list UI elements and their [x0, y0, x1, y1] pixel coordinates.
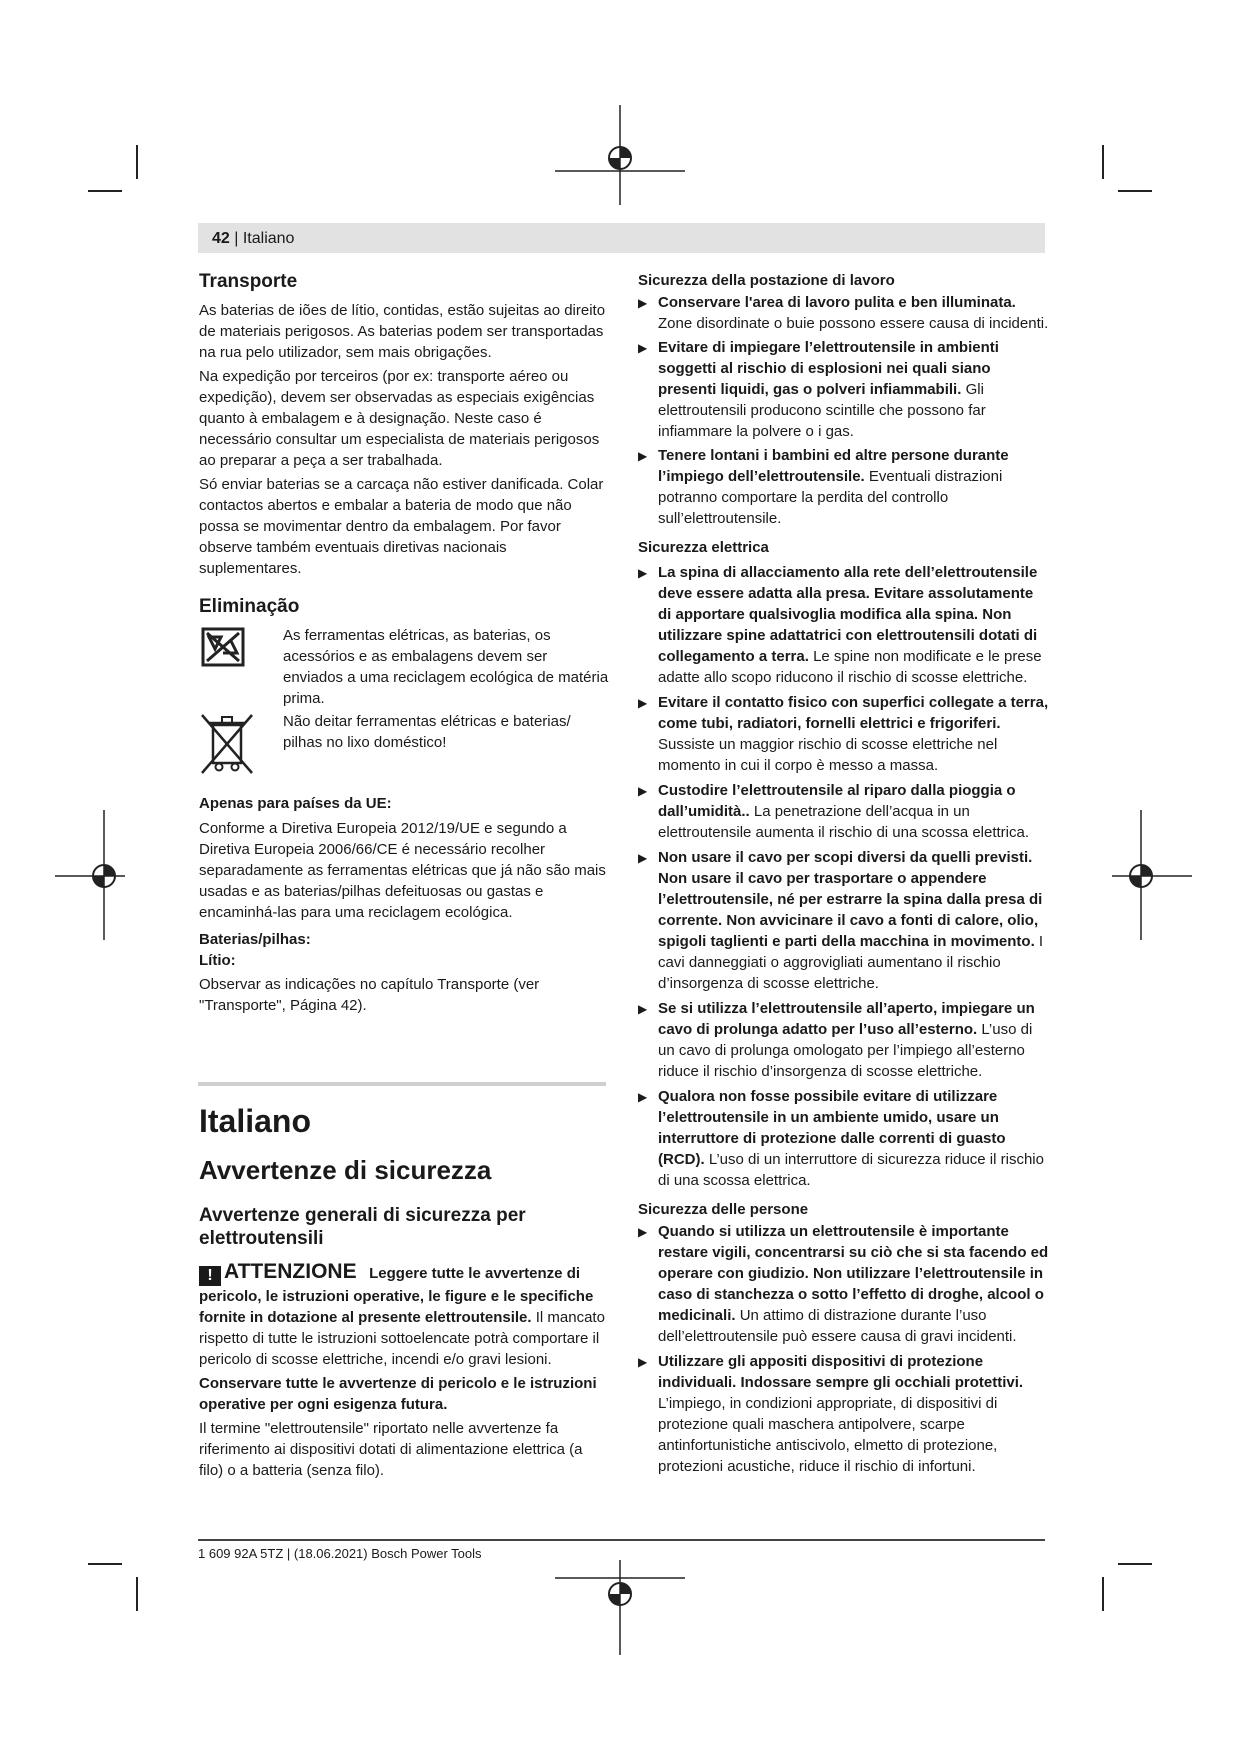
postazione-heading: Sicurezza della postazione di lavoro: [638, 272, 895, 289]
recycle-icon: [201, 627, 245, 667]
italiano-section: [199, 1102, 609, 1481]
registration-mark-top: [555, 105, 685, 205]
list-item: ▶ La spina di allacciamento alla rete dell’elettroutensile deve essere adatta alla presa. Evitare assolutamente di apportare qualsivoglia modifica alla spina. Non utilizzare spine adattatrici con elettroutensili dotati di collegamento a terra. Le spine non modificate e le prese adatte allo scopo riducono il rischio di scosse elettriche.: [638, 562, 1050, 688]
bin-text: Não deitar ferramentas elétricas e baterias/ pilhas no lixo doméstico!: [283, 713, 571, 751]
registration-mark-left: [55, 810, 125, 940]
footer-text: 1 609 92A 5TZ | (18.06.2021) Bosch Power Tools: [198, 1546, 482, 1561]
eliminacao-heading: Eliminação: [199, 596, 300, 617]
warning-triangle-icon: !: [199, 1266, 221, 1286]
registration-mark-bottom: [555, 1560, 685, 1655]
persone-heading: Sicurezza delle persone: [638, 1201, 809, 1218]
transporte-heading: Transporte: [199, 271, 298, 292]
warning-paragraph: [199, 1260, 609, 1370]
page-header-bar: [198, 223, 1045, 253]
page-number: 42: [212, 230, 230, 247]
eu-text: Conforme a Diretiva Europeia 2012/19/UE e segundo a Diretiva Europeia 2006/66/CE é necessário recolher separadamente as ferramentas elétricas que já não são mais usadas e as baterias/pilhas defeituosas ou gastas e encaminhá-las para uma reciclagem ecológica.: [199, 820, 606, 921]
recycle-text: As ferramentas elétricas, as baterias, os acessórios e as embalagens devem ser enviados a uma reciclagem ecológica de matéria prima.: [283, 627, 609, 707]
list-item: ▶ Utilizzare gli appositi dispositivi di protezione individuali. Indossare sempre gli occhiali protettivi. L’impiego, in condizioni appropriate, di dispositivi di protezione quali maschera antipolvere, scarpe antinfortunistiche antiscivolo, elmetto di protezione, protezioni acustiche, riduce il rischio di infortuni.: [638, 1351, 1050, 1477]
registration-mark-right: [1112, 810, 1192, 940]
list-item: ▶ Se si utilizza l’elettroutensile all’aperto, impiegare un cavo di prolunga adatto per l’uso all’esterno. L’uso di un cavo di prolunga omologato per l’impiego all’esterno riduce il rischio d’insorgenza di scosse elettriche.: [638, 998, 1050, 1082]
postazione-list: [638, 292, 1050, 529]
persone-list: [638, 1221, 1050, 1477]
crossed-bin-icon: [199, 711, 255, 775]
warning-text: Il mancato rispetto di tutte le istruzioni sottoelencate potrà comportare il pericolo di scosse elettriche, incendi e/o gravi lesioni.: [199, 1309, 605, 1368]
term-definition: Il termine "elettroutensile" riportato nelle avvertenze fa riferimento ai dispositivi dotati di alimentazione elettrica (a filo) o a batteria (senza filo).: [199, 1420, 583, 1479]
transporte-paragraph: Só enviar baterias se a carcaça não estiver danificada. Colar contactos abertos e embalar a bateria de modo que não possa se movimentar dentro da embalagem. Por favor observe também eventuais diretivas nacionais suplementares.: [199, 476, 604, 577]
italiano-heading: Italiano: [199, 1103, 312, 1139]
section-divider: [198, 1082, 606, 1086]
litio-heading: Lítio:: [199, 952, 236, 969]
list-item: ▶ Conservare l'area di lavoro pulita e ben illuminata. Zone disordinate o buie possono essere causa di incidenti.: [638, 292, 1050, 334]
bin-block: [199, 711, 609, 777]
list-item: ▶ Qualora non fosse possibile evitare di utilizzare l’elettroutensile in un ambiente umido, usare un interruttore di protezione dalle correnti di guasto (RCD). L’uso di un interruttore di sicurezza riduce il rischio di una scossa elettrica.: [638, 1086, 1050, 1191]
elettrica-list: [638, 562, 1050, 1191]
list-item: ▶ Custodire l’elettroutensile al riparo dalla pioggia o dall’umidità.. La penetrazione dell’acqua in un elettroutensile aumenta il rischio di una scossa elettrica.: [638, 780, 1050, 843]
footer-rule: [198, 1539, 1045, 1541]
litio-text: Observar as indicações no capítulo Transporte (ver "Transporte", Página 42).: [199, 976, 540, 1014]
list-item: ▶ Quando si utilizza un elettroutensile è importante restare vigili, concentrarsi su ciò che si sta facendo ed operare con giudizio. Non utilizzare l’elettroutensile in caso di stanchezza o sotto l’effetto di droghe, alcool o medicinali. Un attimo di distrazione durante l’uso dell’elettroutensile può essere causa di gravi incidenti.: [638, 1221, 1050, 1347]
list-item: ▶ Non usare il cavo per scopi diversi da quelli previsti. Non usare il cavo per trasportare o appendere l’elettroutensile, né per estrarre la spina dalla presa di corrente. Non avvicinare il cavo a fonti di calore, olio, spigoli taglienti e parti della macchina in movimento. I cavi danneggiati o aggrovigliati aumentano il rischio d’insorgenza di scosse elettriche.: [638, 847, 1050, 994]
warning-bold-text: Leggere tutte le avvertenze di pericolo, le istruzioni operative, le figure e le specifiche fornite in dotazione al presente elettroutensile.: [199, 1265, 594, 1326]
keep-instructions: Conservare tutte le avvertenze di pericolo e le istruzioni operative per ogni esigenza futura.: [199, 1375, 597, 1413]
list-item: ▶ Evitare di impiegare l’elettroutensile in ambienti soggetti al rischio di esplosioni nei quali siano presenti liquidi, gas o polveri infiammabili. Gli elettroutensili producono scintille che possono far infiammare la polvere o i gas.: [638, 337, 1050, 442]
list-item: ▶ Tenere lontani i bambini ed altre persone durante l’impiego dell’elettroutensile. Eventuali distrazioni potranno comportare la perdita del controllo sull’elettroutensile.: [638, 445, 1050, 529]
avvertenze-heading: Avvertenze di sicurezza: [199, 1155, 492, 1185]
header-section: Italiano: [242, 230, 295, 247]
page-header: 42 | Italiano: [212, 230, 295, 247]
left-column: [199, 270, 609, 1016]
right-column: [638, 270, 1050, 1477]
recycle-block: [199, 625, 609, 709]
warning-label: ! ATTENZIONE: [199, 1260, 357, 1286]
baterias-heading: Baterias/pilhas:: [199, 931, 311, 948]
general-warnings-heading: Avvertenze generali di sicurezza per elettroutensili: [199, 1205, 526, 1249]
eu-heading: Apenas para países da UE:: [199, 795, 392, 812]
list-item: ▶ Evitare il contatto fisico con superfici collegate a terra, come tubi, radiatori, fornelli elettrici e frigoriferi. Sussiste un maggior rischio di scosse elettriche nel momento in cui il corpo è messo a massa.: [638, 692, 1050, 776]
transporte-paragraph: As baterias de iões de lítio, contidas, estão sujeitas ao direito de materiais perigosos. As baterias podem ser transportadas na rua pelo utilizador, sem mais obrigações.: [199, 302, 606, 361]
elettrica-heading: Sicurezza elettrica: [638, 539, 769, 556]
transporte-paragraph: Na expedição por terceiros (por ex: transporte aéreo ou expedição), devem ser observadas as especiais exigências quanto à embalagem e à designação. Neste caso é necessário consultar um especialista de materiais perigosos ao preparar a peça a ser trabalhada.: [199, 368, 600, 469]
